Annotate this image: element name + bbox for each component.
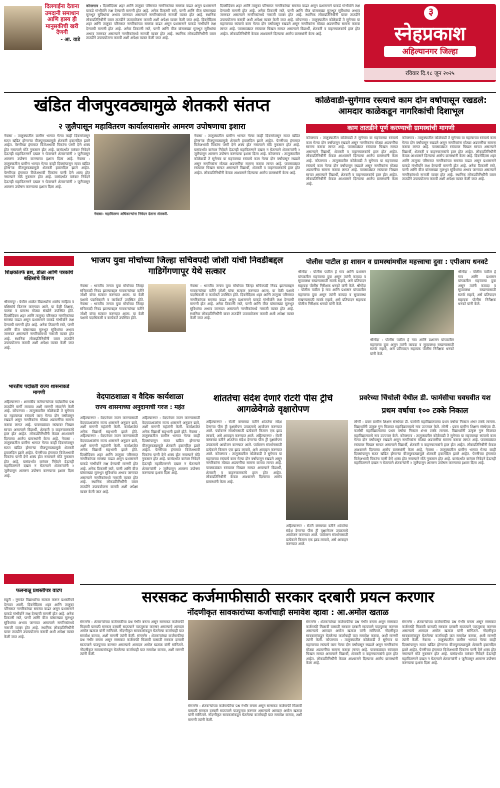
quote-box bbox=[44, 4, 80, 70]
story2-body-right-more: दिवसेंदिवस शहर आणि तालुका परिसरात नागरिकांच्या समस्या वाढत असून प्रशासनाने याकडे गांभीर्याने लक्ष देण्याची मागणी होत आहे. अनेक ठिकाणी रस्ते, पाणी आणि वीज यांसारख्या मूलभूत सुविधांचा अभाव जाणवत असल्याने नागरिकांमध्ये नाराजी व्यक्त होत आहे. स्थानिक लोकप्रतिनिधींनी यावर तातडीने उपाययोजना करावी अशी अपेक्षा व्यक्त केली जात आहे. bbox=[402, 154, 496, 182]
top-article-2-body-more: कोपरगाव : तालुक्यातील कोळेवाडी ते सुगेगाव या महत्त्वाच्या रस्त्याचे काम गेल्या दोन वर्षांपासून रखडले असून नागरिकांना मोठ्या अडचणींचा सामना करावा लागत आहे. पावसाळ्यात रस्त्यावर चिखल साचत असल्याने विद्यार्थी, शेतकरी व वाहनचालकांचे हाल होत आहेत. लोकप्रतिनिधींनी केवळ आश्वासने दिल्याचा आरोप ग्रामस्थांनी केला आहे. bbox=[220, 17, 360, 36]
story4-body-under-text: श्रीगोंदा : पोलीस पाटील हे गाव आणि प्रशासन यांच्यातील महत्त्वाचा दुवा असून त्यांनी कायदा व सुव्यवस्था राखण्यासाठी सतर्क राहावे, असे प्रतिपादन सहायक पोलीस निरीक्षक धनवटे यांनी केले. bbox=[370, 338, 454, 356]
story1-body bbox=[4, 134, 90, 248]
story7-subhead: प्रथम वर्षाचा १०० टक्के निकाल bbox=[381, 406, 469, 415]
story1-body-text-more: नेवासा : तालुक्यातील ग्रामीण भागात गेल्या काही दिवसांपासून सतत खंडित होणाऱ्या वीजपुरवठ्यामुळे शेतकरी हवालदिल झाले आहेत. पेरणीच्या हंगामात विजेअभावी पिकांना पाणी देणे शक्य होत नसल्याने मोठे नुकसान होत आहे. यासंदर्भात वारंवार निवेदने देऊनही महावितरणने दखल न घेतल्याने शेतकऱ्यांनी २ जुलैपासून आमरण उपोषण करण्याचा इशारा दिला आहे. bbox=[4, 156, 90, 189]
story7-body-text: लोणी : प्रवरा ग्रामीण शिक्षण संस्थेच्या डी. फार्मसी महाविद्यालयाचा प्रथम वर्षाचा निकाल शंभर टक्के लागला. विद्यार्थ्यांनी उत्कृष्ट गुण मिळवत महाविद्यालयाचे नाव उज्ज्वल केले. bbox=[354, 420, 496, 429]
story8-body-right bbox=[306, 620, 398, 782]
story3-body-right-more: दिवसेंदिवस शहर आणि तालुका परिसरात नागरिकांच्या समस्या वाढत असून प्रशासनाने याकडे गांभीर्याने लक्ष देण्याची मागणी होत आहे. अनेक ठिकाणी रस्ते, पाणी आणि वीज यांसारख्या मूलभूत सुविधांचा अभाव जाणवत असल्याने नागरिकांमध्ये नाराजी व्यक्त होत आहे. स्थानिक लोकप्रतिनिधींनी यावर तातडीने उपाययोजना करावी अशी अपेक्षा व्यक्त केली जात आहे. bbox=[190, 293, 294, 321]
story2-body-right-text: कोपरगाव : तालुक्यातील कोळेवाडी ते सुगेगाव या महत्त्वाच्या रस्त्याचे काम गेल्या दोन वर्षांपासून रखडले असून नागरिकांना मोठ्या अडचणींचा सामना करावा लागत आहे. पावसाळ्यात रस्त्यावर चिखल साचत असल्याने विद्यार्थी, शेतकरी व वाहनचालकांचे हाल होत आहेत. लोकप्रतिनिधींनी केवळ आश्वासने दिल्याचा आरोप ग्रामस्थांनी केला आहे. bbox=[402, 136, 496, 159]
story8-photo bbox=[188, 620, 302, 700]
story3-body-text-more: नेवासा : भारतीय जनता युवा मोर्चाच्या जिल्हा सचिवपदी निवड झाल्याबद्दल गावकऱ्यांच्या वतीने जोशी यांचा सत्कार करण्यात आला. या वेळी पक्षाचे पदाधिकारी व कार्यकर्ते उपस्थित होते. bbox=[80, 302, 144, 321]
story7-body-text-more2: कोपरगाव : तालुक्यातील कोळेवाडी ते सुगेगाव या महत्त्वाच्या रस्त्याचे काम गेल्या दोन वर्षांपासून रखडले असून नागरिकांना मोठ्या अडचणींचा सामना करावा लागत आहे. पावसाळ्यात रस्त्यावर चिखल साचत असल्याने विद्यार्थी, शेतकरी व वाहनचालकांचे हाल होत आहेत. लोकप्रतिनिधींनी केवळ आश्वासने दिल्याचा आरोप ग्रामस्थांनी केला आहे. bbox=[354, 433, 496, 452]
story5-body bbox=[80, 416, 138, 580]
sidebar1-body-text-more: दिवसेंदिवस शहर आणि तालुका परिसरात नागरिकांच्या समस्या वाढत असून प्रशासनाने याकडे गांभीर्याने लक्ष देण्याची मागणी होत आहे. अनेक ठिकाणी रस्ते, पाणी आणि वीज यांसारख्या मूलभूत सुविधांचा अभाव जाणवत असल्याने नागरिकांमध्ये नाराजी व्यक्त होत आहे. स्थानिक लोकप्रतिनिधींनी यावर तातडीने उपाययोजना करावी अशी अपेक्षा व्यक्त केली जात आहे. bbox=[4, 313, 74, 350]
story7-headline: प्रवरेच्या चिंचोली येथील डी. फार्मसीचा घवघवीत यश bbox=[359, 394, 491, 402]
story8-body bbox=[80, 620, 184, 782]
story6-photo bbox=[286, 420, 348, 520]
story7-body-text-more3: नेवासा : तालुक्यातील ग्रामीण भागात गेल्या काही दिवसांपासून सतत खंडित होणाऱ्या वीजपुरवठ्यामुळे शेतकरी हवालदिल झाले आहेत. पेरणीच्या हंगामात विजेअभावी पिकांना पाणी देणे शक्य होत नसल्याने मोठे नुकसान होत आहे. यासंदर्भात वारंवार निवेदने देऊनही महावितरणने दखल न घेतल्याने शेतकऱ्यांनी २ जुलैपासून आमरण उपोषण करण्याचा इशारा दिला आहे. bbox=[354, 447, 496, 466]
divider bbox=[4, 252, 496, 253]
sidebar1-body2 bbox=[4, 400, 74, 570]
sidebar1-title2: भारतीय पदोन्नती राज्य शासनाकडे मागणी bbox=[8, 384, 70, 396]
story8-body-right-more: कोपरगाव : तालुक्यातील कोळेवाडी ते सुगेगाव या महत्त्वाच्या रस्त्याचे काम गेल्या दोन वर्षांपासून रखडले असून नागरिकांना मोठ्या अडचणींचा सामना करावा लागत आहे. पावसाळ्यात रस्त्यावर चिखल साचत असल्याने विद्यार्थी, शेतकरी व वाहनचालकांचे हाल होत आहेत. लोकप्रतिनिधींनी केवळ आश्वासने दिल्याचा आरोप ग्रामस्थांनी केला आहे. bbox=[306, 638, 398, 666]
story5-headline: वेदपाठशाळा व वैदिक कार्यशाळा bbox=[96, 392, 184, 401]
story2-body-right bbox=[402, 136, 496, 248]
top-article-body: दिवसेंदिवस शहर आणि तालुका परिसरात नागरिकांच्या समस्या वाढत असून प्रशासनाने याकडे गांभीर्याने लक्ष देण्याची मागणी होत आहे. अनेक ठिकाणी रस्ते, पाणी आणि वीज यांसारख्या मूलभूत सुविधांचा अभाव जाणवत असल्याने नागरिकांमध्ये नाराजी व्यक्त होत आहे. स्थानिक लोकप्रतिनिधींनी यावर तातडीने उपाययोजना करावी अशी अपेक्षा व्यक्त केली जात आहे. bbox=[86, 4, 216, 22]
divider bbox=[80, 584, 496, 585]
sidebar1-body3 bbox=[4, 598, 74, 680]
sidebar1-body-text: श्रीरामपूर : येथील शाळेत विद्यार्थ्यांना शालेय साहित्य व बक्षिसांचे वितरण करण्यात आले. या वेळी शिक्षक, पालक व ग्रामस्थ मोठ्या संख्येने उपस्थित होते. bbox=[4, 300, 74, 314]
story6-headline bbox=[206, 394, 340, 416]
story3-body-text: नेवासा : भारतीय जनता युवा मोर्चाच्या जिल्हा सचिवपदी निवड झाल्याबद्दल गावकऱ्यांच्या वतीने जोशी यांचा सत्कार करण्यात आला. या वेळी पक्षाचे पदाधिकारी व कार्यकर्ते उपस्थित होते. bbox=[80, 284, 144, 302]
story8-body-right-text: संगमनेर : शेतकऱ्यांच्या कर्जमाफीचा प्रश्न गंभीर बनला असून सरसकट कर्जमाफी मिळावी यासाठी सरकार दरबारी सातत्याने पाठपुरावा करणार असल्याचे आमदार अमोल खताळ यांनी सांगितले. नोंदणीकृत सावकारांकडून घेतलेल्या कर्जाचाही यात समावेश करावा, अशी मागणी त्यांनी केली. bbox=[306, 620, 398, 643]
sidebar-badge bbox=[4, 256, 74, 266]
story1-body-right-more: कोपरगाव : तालुक्यातील कोळेवाडी ते सुगेगाव या महत्त्वाच्या रस्त्याचे काम गेल्या दोन वर्षांपासून रखडले असून नागरिकांना मोठ्या अडचणींचा सामना करावा लागत आहे. पावसाळ्यात रस्त्यावर चिखल साचत असल्याने विद्यार्थी, शेतकरी व वाहनचालकांचे हाल होत आहेत. लोकप्रतिनिधींनी केवळ आश्वासने दिल्याचा आरोप ग्रामस्थांनी केला आहे. bbox=[194, 152, 300, 175]
story7-body bbox=[354, 420, 496, 580]
sidebar1-body bbox=[4, 300, 74, 380]
story4-body-right-text: श्रीगोंदा : पोलीस पाटील हे गाव आणि प्रशासन यांच्यातील महत्त्वाचा दुवा असून त्यांनी कायदा व सुव्यवस्था राखण्यासाठी सतर्क राहावे, असे प्रतिपादन सहायक पोलीस निरीक्षक धनवटे यांनी केले. bbox=[458, 270, 496, 307]
story1-subhead: २ जुलैपासून महावितरण कार्यालयासमोर आमरण उपोषणाचा इशारा bbox=[58, 122, 246, 131]
story1-headline: खंडित वीजपुरवठ्यामुळे शेतकरी संतप्त bbox=[34, 96, 270, 116]
top-article bbox=[86, 4, 216, 88]
sidebar-badge bbox=[4, 574, 74, 584]
story8-body-text: संगमनेर : शेतकऱ्यांच्या कर्जमाफीचा प्रश्न गंभीर बनला असून सरसकट कर्जमाफी मिळावी यासाठी सरकार दरबारी सातत्याने पाठपुरावा करणार असल्याचे आमदार अमोल खताळ यांनी सांगितले. नोंदणीकृत सावकारांकडून घेतलेल्या कर्जाचाही यात समावेश करावा, अशी मागणी त्यांनी केली. bbox=[80, 620, 184, 638]
sidebar1-body3-more: दिवसेंदिवस शहर आणि तालुका परिसरात नागरिकांच्या समस्या वाढत असून प्रशासनाने याकडे गांभीर्याने लक्ष देण्याची मागणी होत आहे. अनेक ठिकाणी रस्ते, पाणी आणि वीज यांसारख्या मूलभूत सुविधांचा अभाव जाणवत असल्याने नागरिकांमध्ये नाराजी व्यक्त होत आहे. स्थानिक लोकप्रतिनिधींनी यावर तातडीने उपाययोजना करावी अशी अपेक्षा व्यक्त केली जात आहे. bbox=[4, 602, 74, 639]
story6-headline-text: शांततेचा संदेश देणारे रोटरी पीस ट्रीचे आगळेवेगळे वृक्षारोपण bbox=[213, 394, 333, 415]
masthead-subtitle: अहिल्यानगर जिल्हा bbox=[384, 46, 476, 57]
story3-photo bbox=[148, 284, 186, 332]
quote-text: दिलगाईना देताना उमदानी समाधान आणि हास्य ही मानुसकीची खरी देणगी bbox=[44, 4, 80, 37]
story4-body-under bbox=[370, 338, 454, 390]
divider bbox=[4, 92, 496, 93]
masthead bbox=[364, 4, 496, 82]
sidebar1-body2-text: अहिल्यानगर : शासकीय कर्मचाऱ्यांच्या पदोन्नतीचा प्रश्न तातडीने मार्गी लावावा अशी मागणी संघटनेने केली आहे. bbox=[4, 400, 74, 414]
top-article-2 bbox=[220, 4, 360, 88]
story2-body-text: कोपरगाव : तालुक्यातील कोळेवाडी ते सुगेगाव या महत्त्वाच्या रस्त्याचे काम गेल्या दोन वर्षांपासून रखडले असून नागरिकांना मोठ्या अडचणींचा सामना करावा लागत आहे. पावसाळ्यात रस्त्यावर चिखल साचत असल्याने विद्यार्थी, शेतकरी व वाहनचालकांचे हाल होत आहेत. लोकप्रतिनिधींनी केवळ आश्वासने दिल्याचा आरोप ग्रामस्थांनी केला आहे. bbox=[306, 136, 398, 163]
story1-body-right bbox=[194, 134, 300, 248]
story2-headline bbox=[306, 96, 496, 118]
story4-photo bbox=[370, 270, 454, 334]
story4-body bbox=[298, 270, 366, 390]
story2-body bbox=[306, 136, 398, 248]
story8-subhead: नोंदणीकृत सावकारांच्या कर्जाचाही समावेश व्हावा : आ.अमोल खताळ bbox=[187, 608, 389, 617]
story1-body-right-text: नेवासा : तालुक्यातील ग्रामीण भागात गेल्या काही दिवसांपासून सतत खंडित होणाऱ्या वीजपुरवठ्यामुळे शेतकरी हवालदिल झाले आहेत. पेरणीच्या हंगामात विजेअभावी पिकांना पाणी देणे शक्य होत नसल्याने मोठे नुकसान होत आहे. यासंदर्भात वारंवार निवेदने देऊनही महावितरणने दखल न घेतल्याने शेतकऱ्यांनी २ जुलैपासून आमरण उपोषण करण्याचा इशारा दिला आहे. bbox=[194, 134, 300, 157]
story6-body-under bbox=[286, 524, 348, 580]
sidebar1-body2-more2: नेवासा : तालुक्यातील ग्रामीण भागात गेल्या काही दिवसांपासून सतत खंडित होणाऱ्या वीजपुरवठ्यामुळे शेतकरी हवालदिल झाले आहेत. पेरणीच्या हंगामात विजेअभावी पिकांना पाणी देणे शक्य होत नसल्याने मोठे नुकसान होत आहे. यासंदर्भात वारंवार निवेदने देऊनही महावितरणने दखल न घेतल्याने शेतकऱ्यांनी २ जुलैपासून आमरण उपोषण करण्याचा इशारा दिला आहे. bbox=[4, 436, 74, 478]
story2-strap: काम तातडीने पूर्ण करण्याची ग्रामस्थांची मागणी bbox=[306, 124, 496, 133]
masthead-name: स्नेहप्रकाश bbox=[394, 23, 466, 45]
story3-headline bbox=[80, 256, 294, 278]
story6-body-text-more2: कोपरगाव : तालुक्यातील कोळेवाडी ते सुगेगाव या महत्त्वाच्या रस्त्याचे काम गेल्या दोन वर्षांपासून रखडले असून नागरिकांना मोठ्या अडचणींचा सामना करावा लागत आहे. पावसाळ्यात रस्त्यावर चिखल साचत असल्याने विद्यार्थी, शेतकरी व वाहनचालकांचे हाल होत आहेत. लोकप्रतिनिधींनी केवळ आश्वासने दिल्याचा आरोप ग्रामस्थांनी केला आहे. bbox=[206, 452, 282, 484]
top-article-2-body: दिवसेंदिवस शहर आणि तालुका परिसरात नागरिकांच्या समस्या वाढत असून प्रशासनाने याकडे गांभीर्याने लक्ष देण्याची मागणी होत आहे. अनेक ठिकाणी रस्ते, पाणी आणि वीज यांसारख्या मूलभूत सुविधांचा अभाव जाणवत असल्याने नागरिकांमध्ये नाराजी व्यक्त होत आहे. स्थानिक लोकप्रतिनिधींनी यावर तातडीने उपाययोजना करावी अशी अपेक्षा व्यक्त केली जात आहे. bbox=[220, 4, 360, 22]
story4-headline: पोलीस पाटील हा शासन व ग्रामस्थांमधील महत्त्वाचा दुवा : एपीआय धनवटे bbox=[306, 258, 488, 266]
story8-body-under-text: संगमनेर : शेतकऱ्यांच्या कर्जमाफीचा प्रश्न गंभीर बनला असून सरसकट कर्जमाफी मिळावी यासाठी सरकार दरबारी सातत्याने पाठपुरावा करणार असल्याचे आमदार अमोल खताळ यांनी सांगितले. नोंदणीकृत सावकारांकडून घेतलेल्या कर्जाचाही यात समावेश करावा, अशी मागणी त्यांनी केली. bbox=[188, 704, 302, 722]
story2-body-text-more: कोपरगाव : तालुक्यातील कोळेवाडी ते सुगेगाव या महत्त्वाच्या रस्त्याचे काम गेल्या दोन वर्षांपासून रखडले असून नागरिकांना मोठ्या अडचणींचा सामना करावा लागत आहे. पावसाळ्यात रस्त्यावर चिखल साचत असल्याने विद्यार्थी, शेतकरी व वाहनचालकांचे हाल होत आहेत. लोकप्रतिनिधींनी केवळ आश्वासने दिल्याचा आरोप ग्रामस्थांनी केला आहे. bbox=[306, 158, 398, 186]
story8-body-far-right bbox=[402, 620, 496, 782]
story7-body-text-more: लोणी : प्रवरा ग्रामीण शिक्षण संस्थेच्या डी. फार्मसी महाविद्यालयाचा प्रथम वर्षाचा निकाल शंभर टक्के लागला. विद्यार्थ्यांनी उत्कृष्ट गुण मिळवत महाविद्यालयाचे नाव उज्ज्वल केले. bbox=[354, 424, 496, 438]
story5-body-right bbox=[142, 416, 200, 580]
story8-body-far-right-text: संगमनेर : शेतकऱ्यांच्या कर्जमाफीचा प्रश्न गंभीर बनला असून सरसकट कर्जमाफी मिळावी यासाठी सरकार दरबारी सातत्याने पाठपुरावा करणार असल्याचे आमदार अमोल खताळ यांनी सांगितले. नोंदणीकृत सावकारांकडून घेतलेल्या कर्जाचाही यात समावेश करावा, अशी मागणी त्यांनी केली. bbox=[402, 620, 496, 643]
story5-subhead: राज्य शासनाच्या अनुदानाची गरज : महंत bbox=[95, 404, 185, 411]
story1-caption: नेवासा: महावितरण अधिकाऱ्यांना निवेदन देताना शेतकरी. bbox=[94, 212, 169, 216]
masthead-number: ३ bbox=[424, 6, 438, 20]
masthead-date: रविवार दि.१८ जून २०२५ bbox=[364, 68, 496, 80]
top-article-lead: कोपरगाव : bbox=[86, 4, 102, 8]
top-article-body-more: दिवसेंदिवस शहर आणि तालुका परिसरात नागरिकांच्या समस्या वाढत असून प्रशासनाने याकडे गांभीर्याने लक्ष देण्याची मागणी होत आहे. अनेक ठिकाणी रस्ते, पाणी आणि वीज यांसारख्या मूलभूत सुविधांचा अभाव जाणवत असल्याने नागरिकांमध्ये नाराजी व्यक्त होत आहे. स्थानिक लोकप्रतिनिधींनी यावर तातडीने उपाययोजना करावी अशी अपेक्षा व्यक्त केली जात आहे. bbox=[86, 17, 216, 41]
story5-body-text-more2: दिवसेंदिवस शहर आणि तालुका परिसरात नागरिकांच्या समस्या वाढत असून प्रशासनाने याकडे गांभीर्याने लक्ष देण्याची मागणी होत आहे. अनेक ठिकाणी रस्ते, पाणी आणि वीज यांसारख्या मूलभूत सुविधांचा अभाव जाणवत असल्याने नागरिकांमध्ये नाराजी व्यक्त होत आहे. स्थानिक लोकप्रतिनिधींनी यावर तातडीने उपाययोजना करावी अशी अपेक्षा व्यक्त केली जात आहे. bbox=[80, 452, 138, 494]
story6-body-text: अहिल्यानगर : रोटरी क्लबच्या वतीने शांततेचा संदेश देणाऱ्या पीस ट्री वृक्षारोपण उपक्रमाचे आयोजन करण्यात आले. पर्यावरण संवर्धनासाठी प्रत्येकाने किमान एक झाड लावावे, असे आवाहन करण्यात आले. bbox=[206, 420, 282, 438]
story3-headline-text: भाजप युवा मोर्चाच्या जिल्हा सचिवपदी जोशी यांची निवडीबद्दल गाडिगेंगणापूर येथे सत्कार bbox=[90, 256, 284, 277]
story5-body-text-more: अहिल्यानगर : वेदपरंपरा जतन करण्यासाठी वेदपाठशाळांना राज्य शासनाने अनुदान द्यावे, अशी मागणी महंतांनी केली. कार्यशाळेत अनेक विद्यार्थी सहभागी झाले होते. bbox=[80, 434, 138, 453]
author-portrait bbox=[4, 6, 42, 50]
quote-author: - आ. वाडे bbox=[60, 36, 80, 43]
story1-body-text: नेवासा : तालुक्यातील ग्रामीण भागात गेल्या काही दिवसांपासून सतत खंडित होणाऱ्या वीजपुरवठ्यामुळे शेतकरी हवालदिल झाले आहेत. पेरणीच्या हंगामात विजेअभावी पिकांना पाणी देणे शक्य होत नसल्याने मोठे नुकसान होत आहे. यासंदर्भात वारंवार निवेदने देऊनही महावितरणने दखल न घेतल्याने शेतकऱ्यांनी २ जुलैपासून आमरण उपोषण करण्याचा इशारा दिला आहे. bbox=[4, 134, 90, 161]
story6-body bbox=[206, 420, 282, 580]
sidebar1-title3: फलनाळू प्रशस्तीपत्र वाटप bbox=[16, 588, 62, 594]
sidebar1-body3-text: राहुरी : गुणवंत विद्यार्थ्यांचा सत्कार करून प्रशस्तीपत्रे देण्यात आली. bbox=[4, 598, 74, 607]
story8-body-text-more: संगमनेर : शेतकऱ्यांच्या कर्जमाफीचा प्रश्न गंभीर बनला असून सरसकट कर्जमाफी मिळावी यासाठी सरकार दरबारी सातत्याने पाठपुरावा करणार असल्याचे आमदार अमोल खताळ यांनी सांगितले. नोंदणीकृत सावकारांकडून घेतलेल्या कर्जाचाही यात समावेश करावा, अशी मागणी त्यांनी केली. bbox=[80, 633, 184, 657]
sidebar1-title: शिक्षकांतर्फे ब्रश, डोळा आणि पत्रकांचे बक्षिसांचे वितरण bbox=[4, 270, 74, 282]
story5-body-right-more: नेवासा : तालुक्यातील ग्रामीण भागात गेल्या काही दिवसांपासून सतत खंडित होणाऱ्या वीजपुरवठ्यामुळे शेतकरी हवालदिल झाले आहेत. पेरणीच्या हंगामात विजेअभावी पिकांना पाणी देणे शक्य होत नसल्याने मोठे नुकसान होत आहे. यासंदर्भात वारंवार निवेदने देऊनही महावितरणने दखल न घेतल्याने शेतकऱ्यांनी २ जुलैपासून आमरण उपोषण करण्याचा इशारा दिला आहे. bbox=[142, 429, 200, 476]
story6-body-under-text: अहिल्यानगर : रोटरी क्लबच्या वतीने शांततेचा संदेश देणाऱ्या पीस ट्री वृक्षारोपण उपक्रमाचे आयोजन करण्यात आले. पर्यावरण संवर्धनासाठी प्रत्येकाने किमान एक झाड लावावे, असे आवाहन करण्यात आले. bbox=[286, 524, 348, 547]
story4-body-text: श्रीगोंदा : पोलीस पाटील हे गाव आणि प्रशासन यांच्यातील महत्त्वाचा दुवा असून त्यांनी कायदा व सुव्यवस्था राखण्यासाठी सतर्क राहावे, असे प्रतिपादन सहायक पोलीस निरीक्षक धनवटे यांनी केले. bbox=[298, 270, 366, 288]
story4-body-text-more: श्रीगोंदा : पोलीस पाटील हे गाव आणि प्रशासन यांच्यातील महत्त्वाचा दुवा असून त्यांनी कायदा व सुव्यवस्था राखण्यासाठी सतर्क राहावे, असे प्रतिपादन सहायक पोलीस निरीक्षक धनवटे यांनी केले. bbox=[298, 283, 366, 307]
story8-headline: सरसकट कर्जमाफीसाठी सरकार दरबारी प्रयत्न करणार bbox=[141, 588, 435, 606]
story6-body-text-more: अहिल्यानगर : रोटरी क्लबच्या वतीने शांततेचा संदेश देणाऱ्या पीस ट्री वृक्षारोपण उपक्रमाचे आयोजन करण्यात आले. पर्यावरण संवर्धनासाठी प्रत्येकाने किमान एक झाड लावावे, असे आवाहन करण्यात आले. bbox=[206, 433, 282, 457]
story5-body-right-text: अहिल्यानगर : वेदपरंपरा जतन करण्यासाठी वेदपाठशाळांना राज्य शासनाने अनुदान द्यावे, अशी मागणी महंतांनी केली. कार्यशाळेत अनेक विद्यार्थी सहभागी झाले होते. bbox=[142, 416, 200, 434]
story2-headline-text: कोळेवाडी-सुगेगाव रस्त्याचे काम दोन वर्षापासून रखडले: आमदार काळेकडून नागरिकांची दिशाभूल bbox=[315, 96, 487, 117]
story3-body bbox=[80, 284, 144, 388]
story3-body-right bbox=[190, 284, 294, 388]
story5-body-text: अहिल्यानगर : वेदपरंपरा जतन करण्यासाठी वेदपाठशाळांना राज्य शासनाने अनुदान द्यावे, अशी मागणी महंतांनी केली. कार्यशाळेत अनेक विद्यार्थी सहभागी झाले होते. bbox=[80, 416, 138, 434]
story1-photo bbox=[94, 134, 190, 210]
sidebar1-body2-more: कोपरगाव : तालुक्यातील कोळेवाडी ते सुगेगाव या महत्त्वाच्या रस्त्याचे काम गेल्या दोन वर्षांपासून रखडले असून नागरिकांना मोठ्या अडचणींचा सामना करावा लागत आहे. पावसाळ्यात रस्त्यावर चिखल साचत असल्याने विद्यार्थी, शेतकरी व वाहनचालकांचे हाल होत आहेत. लोकप्रतिनिधींनी केवळ आश्वासने दिल्याचा आरोप ग्रामस्थांनी केला आहे. bbox=[4, 409, 74, 441]
story8-body-far-right-more: नेवासा : तालुक्यातील ग्रामीण भागात गेल्या काही दिवसांपासून सतत खंडित होणाऱ्या वीजपुरवठ्यामुळे शेतकरी हवालदिल झाले आहेत. पेरणीच्या हंगामात विजेअभावी पिकांना पाणी देणे शक्य होत नसल्याने मोठे नुकसान होत आहे. यासंदर्भात वारंवार निवेदने देऊनही महावितरणने दखल न घेतल्याने शेतकऱ्यांनी २ जुलैपासून आमरण उपोषण करण्याचा इशारा दिला आहे. bbox=[402, 638, 496, 666]
story4-body-right bbox=[458, 270, 496, 390]
story3-body-right-text: नेवासा : भारतीय जनता युवा मोर्चाच्या जिल्हा सचिवपदी निवड झाल्याबद्दल गावकऱ्यांच्या वतीने जोशी यांचा सत्कार करण्यात आला. या वेळी पक्षाचे पदाधिकारी व कार्यकर्ते उपस्थित होते. bbox=[190, 284, 294, 298]
story8-body-under bbox=[188, 704, 302, 782]
